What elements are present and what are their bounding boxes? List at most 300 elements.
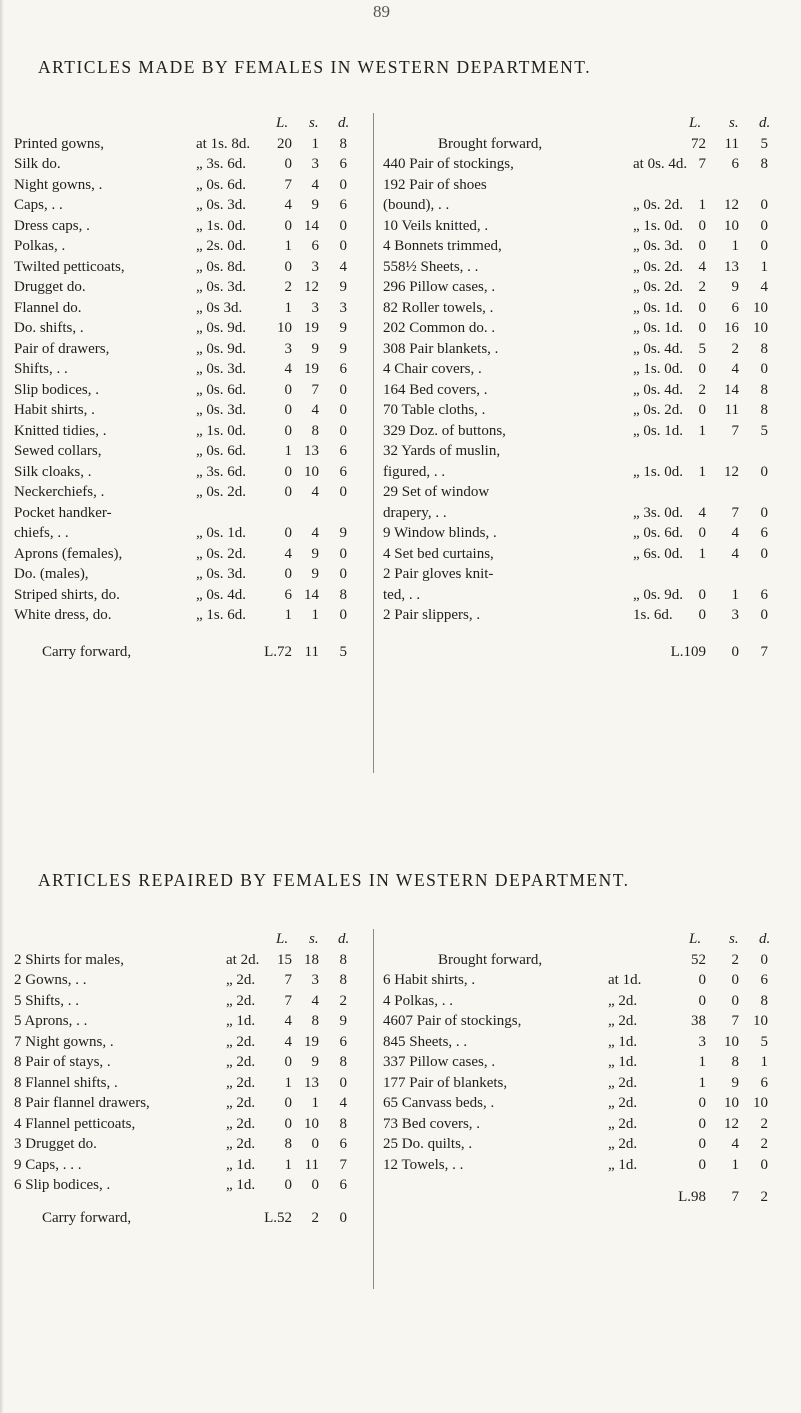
item-description: 558½ Sheets, . .	[383, 258, 479, 275]
item-rate: „ 0s 3d.	[196, 299, 243, 316]
item-rate: „ 0s. 1d.	[633, 422, 683, 439]
header-shillings: s.	[309, 931, 319, 947]
ledger-row	[14, 1155, 369, 1176]
item-rate: „ 2d.	[226, 1033, 256, 1050]
item-shillings: 12	[304, 279, 319, 295]
item-pence: 1	[760, 258, 768, 275]
total-shillings: 11	[304, 643, 319, 660]
ledger-row	[14, 991, 369, 1012]
item-shillings: 7	[731, 504, 739, 521]
item-pounds: 0	[698, 1156, 706, 1173]
item-rate: „ 0s. 3d.	[196, 279, 246, 295]
ledger-row	[14, 970, 369, 991]
item-pence: 0	[760, 463, 768, 480]
item-pence: 0	[339, 545, 347, 562]
header-pounds: L.	[689, 931, 702, 947]
item-description: 4 Flannel petticoats,	[14, 1115, 136, 1132]
item-description: 3 Drugget do.	[14, 1136, 97, 1152]
item-rate: „ 3s. 6d.	[196, 156, 246, 172]
item-shillings: 14	[724, 381, 739, 398]
carry-forward-label: Carry forward,	[42, 1209, 132, 1226]
item-pounds: 2	[698, 279, 706, 295]
carry-forward-row	[14, 642, 369, 663]
item-pence: 9	[339, 340, 347, 357]
item-description: 73 Bed covers, .	[383, 1115, 481, 1132]
total-pounds: L.72	[264, 643, 292, 660]
ledger-row	[14, 1032, 369, 1053]
item-pounds: 1	[284, 299, 292, 316]
ledger-row	[383, 503, 793, 524]
brought-forward-pounds: 72	[691, 135, 706, 152]
item-pounds: 0	[698, 1115, 706, 1132]
repaired-right-column	[383, 929, 793, 1208]
item-description: 32 Yards of muslin,	[383, 443, 501, 459]
item-description: Knitted tidies, .	[14, 422, 107, 439]
item-rate: „ 1d.	[226, 1177, 256, 1193]
item-shillings: 4	[731, 545, 739, 562]
item-description: 4 Set bed curtains,	[383, 545, 494, 562]
item-pounds: 4	[698, 258, 706, 275]
item-rate: 1s. 6d.	[633, 607, 673, 623]
brought-forward-pounds: 52	[691, 951, 706, 968]
item-shillings: 3	[311, 299, 319, 316]
item-rate: „ 0s. 1d.	[633, 299, 683, 316]
item-rate: „ 0s. 4d.	[196, 586, 246, 603]
item-pence: 4	[760, 279, 768, 295]
item-pence: 0	[760, 1156, 768, 1173]
item-shillings: 1	[731, 238, 739, 254]
item-pence: 0	[339, 217, 347, 234]
item-rate: „ 0s. 9d.	[633, 586, 683, 603]
item-rate: „ 2d.	[226, 972, 256, 988]
item-rate: at 2d.	[226, 951, 260, 968]
item-description: Dress caps, .	[14, 217, 90, 234]
item-shillings: 10	[304, 1115, 319, 1132]
item-pounds: 0	[284, 1177, 292, 1193]
item-pence: 8	[339, 1115, 347, 1132]
item-shillings: 4	[731, 1136, 739, 1152]
item-pounds: 1	[698, 545, 706, 562]
item-description: Neckerchiefs, .	[14, 484, 105, 500]
column-divider	[373, 113, 374, 773]
ledger-row	[383, 216, 793, 237]
item-pounds: 4	[284, 1013, 292, 1029]
item-pence: 0	[760, 361, 768, 377]
item-pounds: 1	[284, 607, 292, 623]
item-shillings: 13	[304, 443, 319, 459]
item-shillings: 1	[731, 1156, 739, 1173]
header-pence: d.	[759, 931, 771, 947]
ledger-row	[14, 318, 369, 339]
item-shillings: 6	[311, 238, 319, 254]
ledger-row	[383, 277, 793, 298]
item-rate: „ 0s. 2d.	[633, 197, 683, 213]
item-shillings: 7	[311, 381, 319, 398]
brought-forward-label: Brought forward,	[438, 135, 543, 152]
item-shillings: 3	[311, 258, 319, 275]
item-description: 440 Pair of stockings,	[383, 156, 514, 172]
made-left-column	[14, 113, 369, 662]
item-description: Pocket handker-	[14, 504, 112, 521]
item-description: Habit shirts, .	[14, 402, 95, 418]
item-rate: „ 0s. 1d.	[633, 320, 683, 336]
item-shillings: 6	[731, 156, 739, 172]
section-title-repaired: ARTICLES REPAIRED BY FEMALES IN WESTERN DEPARTMENT.	[38, 870, 630, 890]
item-rate: „ 0s. 3d.	[196, 361, 246, 377]
item-description: Slip bodices, .	[14, 381, 99, 398]
ledger-row	[383, 1011, 793, 1032]
item-shillings: 12	[724, 1115, 739, 1132]
item-description: 8 Pair of stays, .	[14, 1054, 111, 1070]
item-shillings: 12	[724, 463, 739, 480]
item-shillings: 1	[731, 586, 739, 603]
item-pence: 10	[753, 299, 768, 316]
header-shillings: s.	[729, 115, 739, 131]
item-shillings: 14	[304, 217, 319, 234]
total-pence: 2	[760, 1189, 768, 1205]
item-pence: 8	[760, 992, 768, 1009]
item-pounds: 1	[698, 1074, 706, 1091]
item-rate: „ 0s. 2d.	[633, 402, 683, 418]
item-pence: 0	[760, 607, 768, 623]
item-rate: „ 0s. 2d.	[633, 258, 683, 275]
ledger-row	[14, 544, 369, 565]
item-rate: „ 0s. 3d.	[196, 197, 246, 213]
brought-forward-label: Brought forward,	[438, 951, 543, 968]
item-pence: 0	[339, 484, 347, 500]
item-rate: at 1d.	[608, 972, 642, 988]
item-rate: at 1s. 8d.	[196, 135, 251, 152]
item-pence: 8	[760, 156, 768, 172]
item-pence: 8	[760, 381, 768, 398]
item-pence: 10	[753, 1013, 768, 1029]
item-pounds: 0	[698, 586, 706, 603]
ledger-row	[383, 564, 793, 585]
item-pence: 0	[760, 504, 768, 521]
item-shillings: 9	[731, 1074, 739, 1091]
item-pounds: 38	[691, 1013, 706, 1029]
page-edge	[0, 0, 4, 1413]
item-shillings: 4	[311, 176, 319, 193]
item-pence: 2	[760, 1136, 768, 1152]
ledger-row	[383, 195, 793, 216]
ledger-row	[14, 154, 369, 175]
ledger-row	[383, 1052, 793, 1073]
header-pence: d.	[338, 931, 350, 947]
header-shillings: s.	[729, 931, 739, 947]
item-rate: „ 6s. 0d.	[633, 545, 683, 562]
item-rate: „ 2d.	[608, 1136, 638, 1152]
ledger-row	[14, 1093, 369, 1114]
item-description: 308 Pair blankets, .	[383, 340, 499, 357]
ledger-row	[14, 585, 369, 606]
item-shillings: 4	[311, 525, 319, 541]
total-pence: 5	[339, 643, 347, 660]
item-description: 6 Slip bodices, .	[14, 1177, 111, 1193]
item-description: 2 Pair slippers, .	[383, 607, 481, 623]
item-shillings: 4	[311, 402, 319, 418]
ledger-row	[14, 1011, 369, 1032]
ledger-row	[14, 1134, 369, 1155]
brought-forward-pence: 0	[760, 951, 768, 968]
item-pounds: 1	[698, 1054, 706, 1070]
ledger-row	[383, 318, 793, 339]
item-description: Striped shirts, do.	[14, 586, 120, 603]
item-pence: 5	[760, 422, 768, 439]
item-pence: 8	[339, 951, 347, 968]
item-rate: „ 0s. 2d.	[196, 545, 246, 562]
item-shillings: 11	[724, 402, 739, 418]
ledger-row	[14, 441, 369, 462]
ledger-row	[14, 134, 369, 155]
item-rate: „ 2d.	[226, 1074, 256, 1091]
item-description: chiefs, . .	[14, 525, 69, 541]
item-description: (bound), . .	[383, 197, 450, 213]
item-description: 10 Veils knitted, .	[383, 217, 489, 234]
item-pounds: 0	[698, 992, 706, 1009]
item-pounds: 10	[277, 320, 292, 336]
item-rate: „ 1d.	[226, 1156, 256, 1173]
item-shillings: 19	[304, 361, 319, 377]
item-description: drapery, . .	[383, 504, 447, 521]
header-row	[383, 929, 793, 950]
item-pounds: 7	[284, 992, 292, 1009]
item-pounds: 0	[284, 1115, 292, 1132]
item-rate: „ 0s. 6d.	[633, 525, 683, 541]
brought-forward-shillings: 11	[724, 135, 739, 152]
item-pounds: 6	[284, 586, 292, 603]
item-shillings: 10	[724, 217, 739, 234]
item-shillings: 10	[724, 1095, 739, 1111]
item-rate: „ 3s. 6d.	[196, 463, 246, 480]
item-description: 12 Towels, . .	[383, 1156, 464, 1173]
item-pence: 5	[760, 1033, 768, 1050]
item-pence: 8	[339, 1054, 347, 1070]
total-shillings: 0	[731, 643, 739, 660]
item-rate: „ 0s. 6d.	[196, 443, 246, 459]
ledger-row	[383, 175, 793, 196]
item-pence: 8	[339, 972, 347, 988]
item-pence: 0	[339, 176, 347, 193]
item-shillings: 4	[731, 525, 739, 541]
carry-forward-row	[14, 1208, 369, 1229]
item-pounds: 0	[698, 238, 706, 254]
ledger-row	[14, 298, 369, 319]
item-rate: „ 1s. 0d.	[633, 463, 683, 480]
item-shillings: 11	[304, 1156, 319, 1173]
item-description: 5 Aprons, . .	[14, 1013, 88, 1029]
ledger-row	[383, 970, 793, 991]
item-shillings: 9	[311, 566, 319, 582]
item-pence: 2	[339, 992, 347, 1009]
item-rate: „ 1s. 6d.	[196, 607, 246, 623]
item-rate: „ 2d.	[226, 1054, 256, 1070]
total-pence: 7	[760, 643, 768, 660]
item-pence: 9	[339, 279, 347, 295]
item-rate: „ 0s. 2d.	[633, 279, 683, 295]
item-pounds: 3	[284, 340, 292, 357]
total-row	[383, 642, 793, 663]
ledger-row	[14, 462, 369, 483]
item-pounds: 2	[698, 381, 706, 398]
ledger-row	[14, 359, 369, 380]
item-pence: 6	[339, 463, 347, 480]
item-pounds: 1	[698, 463, 706, 480]
ledger-row	[383, 380, 793, 401]
item-rate: „ 2d.	[608, 1095, 638, 1111]
item-pence: 9	[339, 320, 347, 336]
item-rate: „ 2d.	[608, 1115, 638, 1132]
item-rate: „ 2d.	[226, 1095, 256, 1111]
item-rate: „ 2d.	[226, 1136, 256, 1152]
item-description: 29 Set of window	[383, 484, 490, 500]
item-rate: „ 3s. 0d.	[633, 504, 683, 521]
header-pence: d.	[759, 115, 771, 131]
item-rate: „ 2d.	[226, 1115, 256, 1132]
item-pounds: 15	[277, 951, 292, 968]
item-description: 2 Gowns, . .	[14, 972, 87, 988]
item-rate: „ 0s. 3d.	[196, 402, 246, 418]
item-rate: „ 0s. 3d.	[633, 238, 683, 254]
item-pence: 0	[339, 566, 347, 582]
item-description: Flannel do.	[14, 299, 82, 316]
ledger-row	[383, 154, 793, 175]
item-description: 8 Flannel shifts, .	[14, 1074, 118, 1091]
item-pence: 0	[760, 217, 768, 234]
item-pence: 0	[760, 238, 768, 254]
item-rate: „ 1s. 0d.	[633, 361, 683, 377]
item-pounds: 1	[284, 1074, 292, 1091]
item-pounds: 0	[698, 607, 706, 623]
item-description: 9 Caps, . . .	[14, 1156, 82, 1173]
item-pounds: 0	[698, 217, 706, 234]
item-rate: „ 2d.	[608, 1013, 638, 1029]
item-pence: 6	[339, 197, 347, 213]
ledger-row	[14, 523, 369, 544]
item-shillings: 2	[731, 340, 739, 357]
item-description: 7 Night gowns, .	[14, 1033, 114, 1050]
item-pence: 8	[760, 402, 768, 418]
item-pence: 6	[339, 1136, 347, 1152]
item-pence: 0	[339, 1074, 347, 1091]
ledger-row	[383, 400, 793, 421]
item-shillings: 7	[731, 422, 739, 439]
brought-forward-shillings: 2	[731, 951, 739, 968]
item-pounds: 5	[698, 340, 706, 357]
item-description: 164 Bed covers, .	[383, 381, 488, 398]
brought-forward-pence: 5	[760, 135, 768, 152]
item-pounds: 4	[284, 361, 292, 377]
item-shillings: 10	[304, 463, 319, 480]
item-description: Polkas, .	[14, 238, 66, 254]
item-pounds: 0	[284, 422, 292, 439]
item-pence: 2	[760, 1115, 768, 1132]
item-description: 6 Habit shirts, .	[383, 972, 476, 988]
item-pounds: 0	[284, 156, 292, 172]
item-shillings: 8	[311, 1013, 319, 1029]
ledger-row	[14, 175, 369, 196]
item-rate: „ 0s. 4d.	[633, 381, 683, 398]
item-shillings: 6	[731, 299, 739, 316]
item-pence: 3	[339, 299, 347, 316]
section-title-made: ARTICLES MADE BY FEMALES IN WESTERN DEPARTMENT.	[38, 57, 592, 77]
ledger-row	[383, 421, 793, 442]
item-pounds: 1	[698, 197, 706, 213]
item-rate: „ 0s. 1d.	[196, 525, 246, 541]
item-shillings: 9	[311, 545, 319, 562]
item-description: 296 Pillow cases, .	[383, 279, 496, 295]
item-description: 82 Roller towels, .	[383, 299, 494, 316]
total-shillings: 7	[731, 1189, 739, 1205]
item-rate: „ 1d.	[608, 1054, 638, 1070]
item-pounds: 4	[284, 197, 292, 213]
item-description: Drugget do.	[14, 279, 86, 295]
item-pounds: 0	[698, 299, 706, 316]
item-description: 65 Canvass beds, .	[383, 1095, 495, 1111]
item-description: 329 Doz. of buttons,	[383, 422, 506, 439]
ledger-row	[383, 359, 793, 380]
item-pounds: 1	[284, 1156, 292, 1173]
item-shillings: 8	[311, 422, 319, 439]
item-description: 2 Pair gloves knit-	[383, 566, 494, 582]
total-pounds: L.109	[670, 643, 706, 660]
item-pence: 6	[339, 1177, 347, 1193]
item-pence: 8	[339, 135, 347, 152]
item-description: 2 Shirts for males,	[14, 951, 124, 968]
item-shillings: 14	[304, 586, 319, 603]
item-description: Twilted petticoats,	[14, 258, 125, 275]
item-pounds: 0	[284, 566, 292, 582]
header-row	[14, 929, 369, 950]
item-pounds: 0	[698, 1095, 706, 1111]
item-shillings: 9	[311, 197, 319, 213]
column-divider	[373, 929, 374, 1289]
item-description: 192 Pair of shoes	[383, 176, 487, 193]
item-pence: 6	[760, 586, 768, 603]
header-pounds: L.	[276, 115, 289, 131]
item-pounds: 0	[284, 217, 292, 234]
item-pounds: 0	[284, 463, 292, 480]
ledger-row	[383, 1155, 793, 1176]
ledger-row	[14, 236, 369, 257]
ledger-row	[14, 400, 369, 421]
item-rate: „ 2d.	[608, 992, 638, 1009]
item-shillings: 4	[311, 992, 319, 1009]
item-shillings: 4	[311, 484, 319, 500]
item-description: Sewed collars,	[14, 443, 102, 459]
ledger-row	[383, 1134, 793, 1155]
item-pence: 10	[753, 320, 768, 336]
item-description: Pair of drawers,	[14, 340, 110, 357]
ledger-row	[383, 257, 793, 278]
item-pounds: 0	[698, 972, 706, 988]
item-rate: „ 1s. 0d.	[633, 217, 683, 234]
item-pence: 8	[760, 340, 768, 357]
item-pence: 6	[339, 1033, 347, 1050]
item-pence: 0	[760, 545, 768, 562]
item-pence: 4	[339, 258, 347, 275]
item-pence: 0	[339, 422, 347, 439]
item-description: Silk do.	[14, 156, 61, 172]
item-description: 4 Polkas, . .	[383, 992, 454, 1009]
brought-forward-row	[383, 134, 793, 155]
ledger-row	[383, 523, 793, 544]
total-shillings: 2	[311, 1209, 319, 1226]
ledger-row	[14, 605, 369, 626]
item-pounds: 20	[277, 135, 292, 152]
item-pounds: 1	[284, 443, 292, 459]
item-pence: 0	[760, 197, 768, 213]
